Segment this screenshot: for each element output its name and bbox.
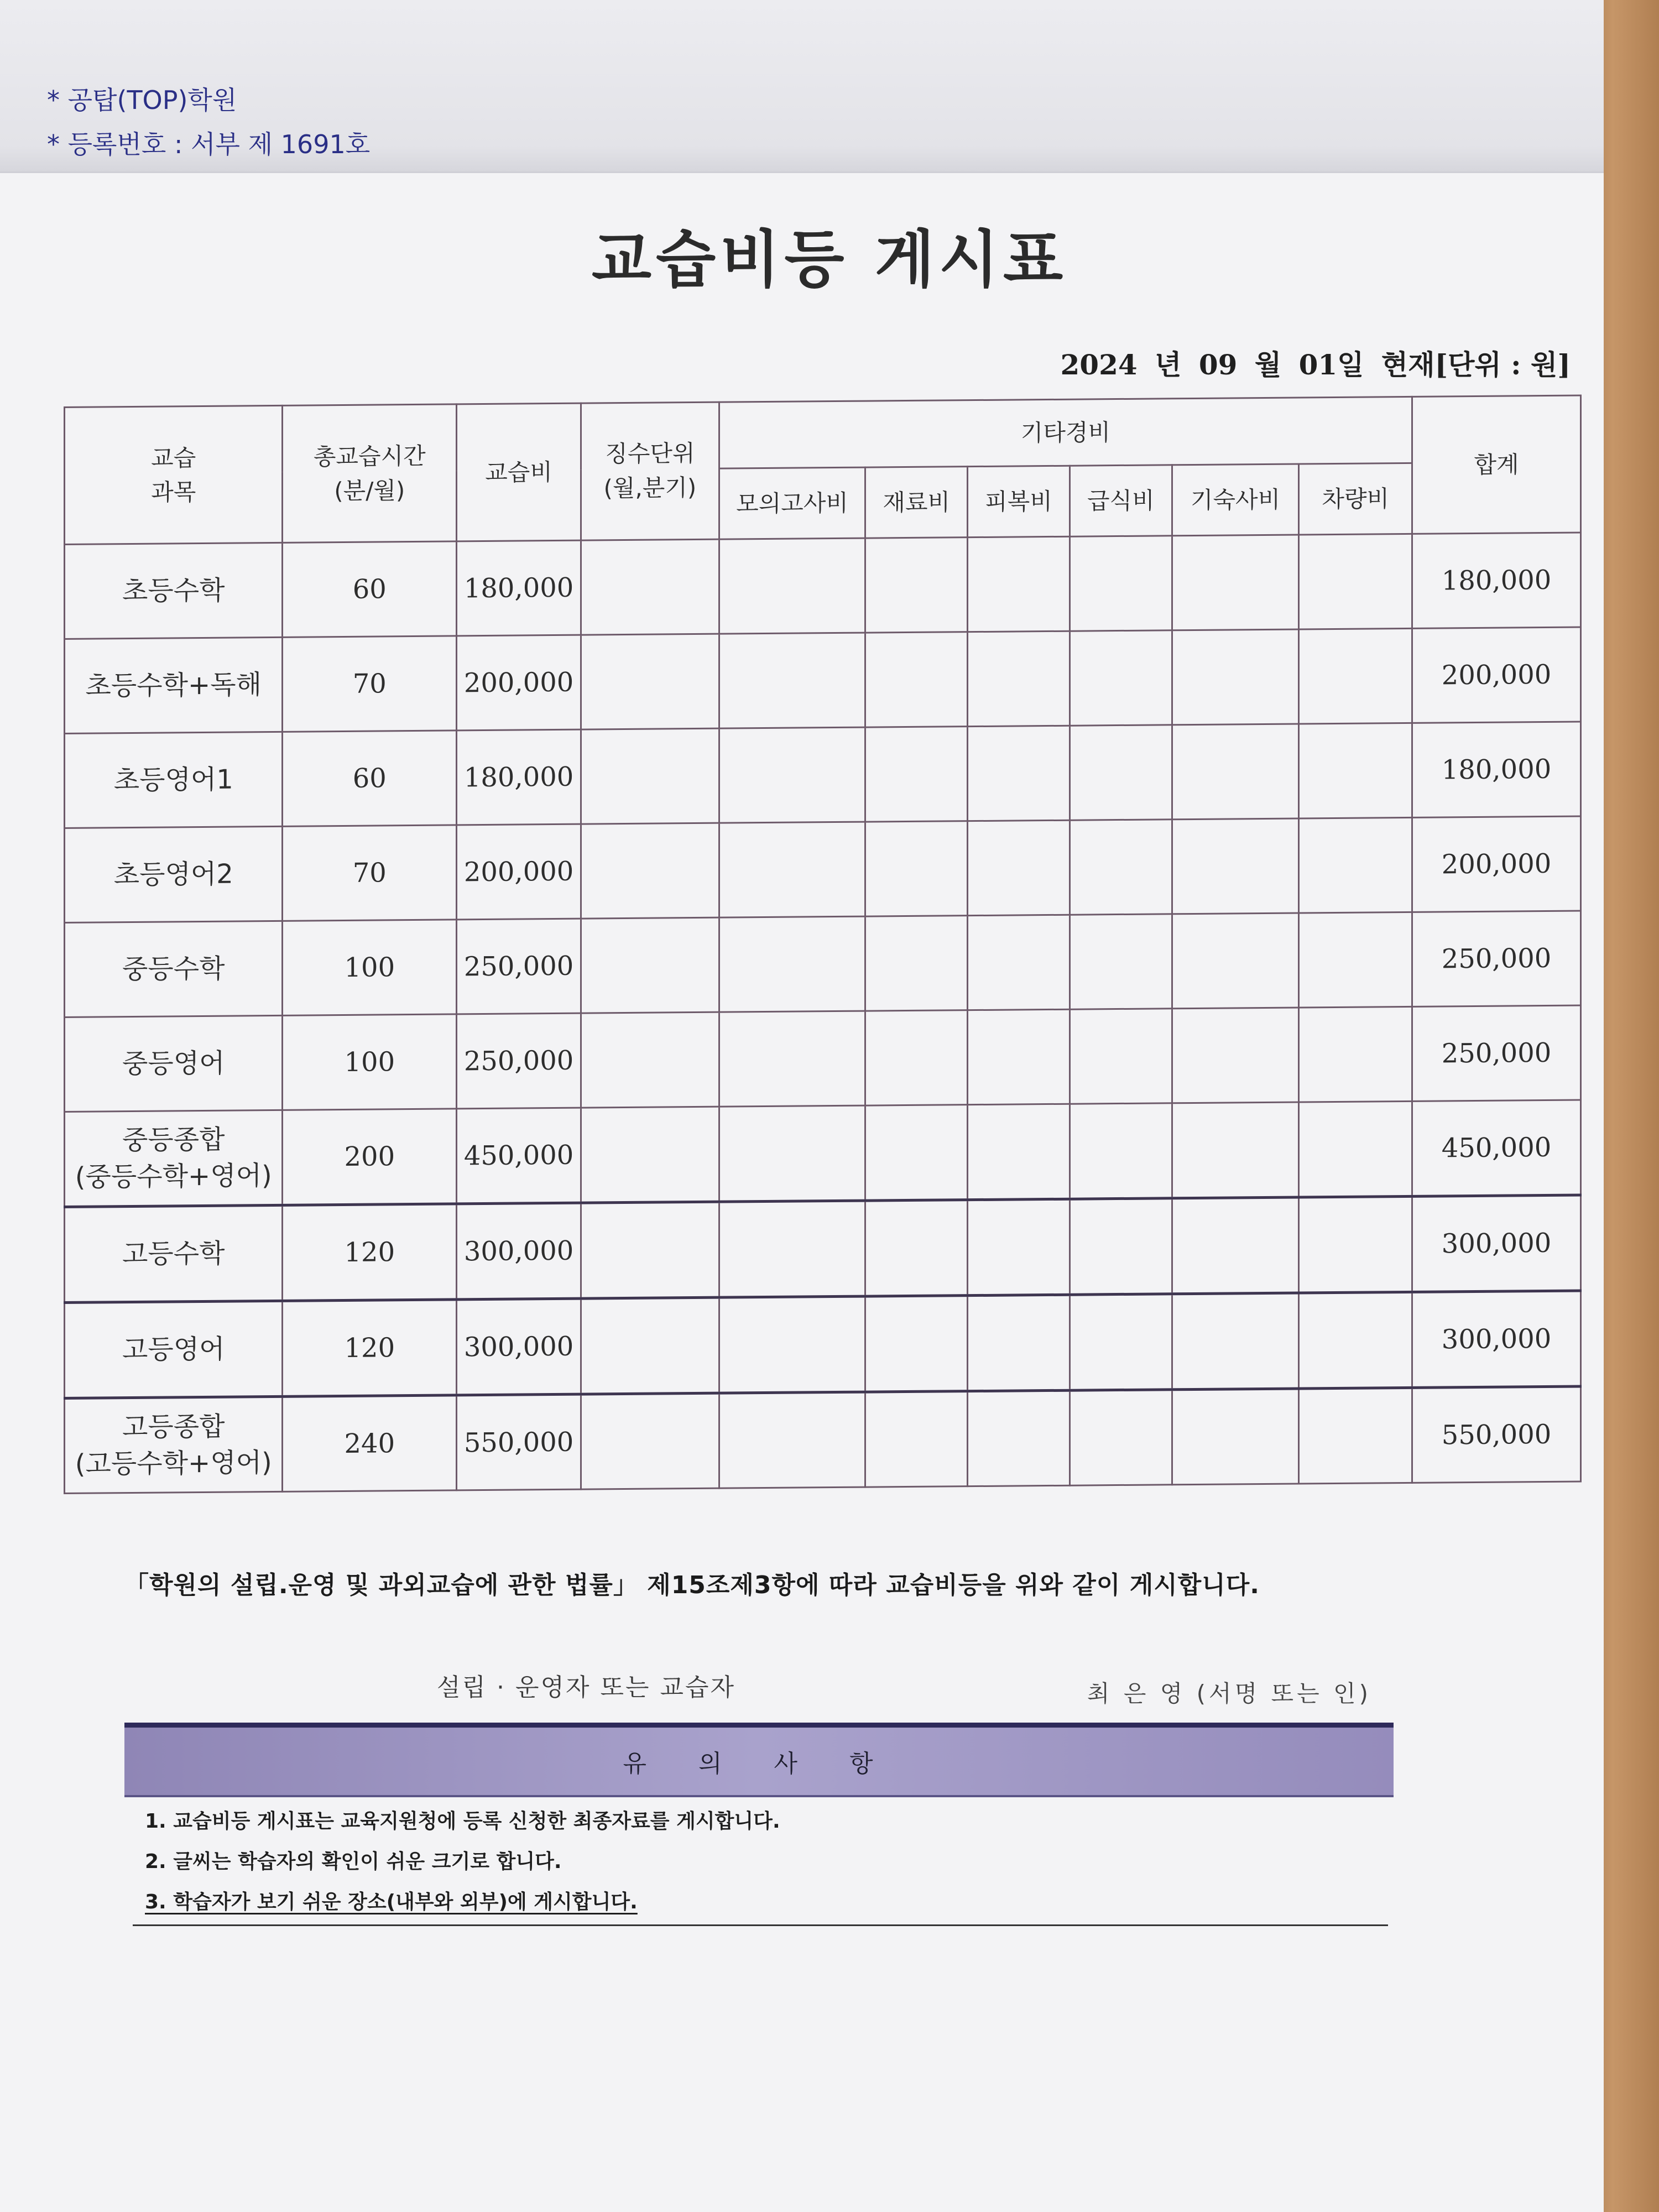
hours-cell: 100 [283,920,457,1015]
other-expense-cell [968,820,1070,915]
other-expense-cell [719,727,865,823]
header-fee: 교습비 [457,403,581,541]
header-subject-line1: 교습 [151,444,196,472]
header-other-col: 급식비 [1070,465,1172,536]
other-expense-cell [968,726,1070,821]
subject-name: 중등종합 [122,1124,225,1156]
table-row [65,911,1581,1018]
subject-name: 초등수학 [122,575,225,607]
other-expense-cell [865,1391,968,1487]
other-expense-cell [1299,1101,1412,1197]
hours-cell: 200 [283,1109,457,1205]
other-expense-cell [719,633,865,728]
other-expense-cell [968,915,1070,1010]
collection-unit-cell [581,539,719,635]
other-expense-cell [1299,534,1412,629]
date-year-unit: 년 [1155,348,1182,381]
total-cell: 550,000 [1412,1386,1581,1483]
fee-cell: 300,000 [457,1203,581,1300]
hours-cell: 60 [283,541,457,637]
subject-cell [65,1396,283,1493]
collection-unit-cell [581,1202,719,1298]
collection-unit-cell [581,634,719,729]
other-expense-cell [1299,628,1412,724]
collection-unit-cell [581,1297,719,1394]
total-cell: 300,000 [1412,1195,1581,1292]
other-expense-cell [865,1200,968,1296]
table-row [65,1291,1581,1399]
date-year: 2024 [1060,348,1138,381]
subject-cell [65,542,283,639]
other-expense-cell [1299,912,1412,1008]
other-expense-cell [1172,1008,1299,1103]
header-subject-line2: 과목 [151,478,196,506]
header-collection-unit [581,402,719,540]
total-cell: 200,000 [1412,627,1581,723]
other-expense-cell [1299,817,1412,913]
subject-cell [65,826,283,922]
fee-cell: 180,000 [457,729,581,825]
header-hours-line2: (분/월) [334,476,405,504]
other-expense-cell [719,1296,865,1393]
other-expense-cell [1070,1198,1172,1295]
other-expense-cell [865,1296,968,1392]
fee-cell: 200,000 [457,635,581,731]
hours-cell: 70 [283,825,457,921]
other-expense-cell [865,1105,968,1201]
fee-cell: 300,000 [457,1298,581,1395]
table-row [65,816,1581,923]
other-expense-cell [1299,1387,1412,1484]
signature-label: 설립 · 운영자 또는 교습자 [437,1673,735,1702]
total-cell: 250,000 [1412,1005,1581,1101]
caution-item-2: 2. 글씨는 학습자의 확인이 쉬운 크기로 합니다. [145,1850,562,1873]
table-row [65,722,1581,828]
subject-name: 중등수학 [122,953,225,985]
header-other-col: 차량비 [1299,463,1412,535]
header-other-col: 기숙사비 [1172,464,1299,536]
other-expense-cell [865,632,968,727]
other-expense-cell [1172,1197,1299,1294]
other-expense-cell [1299,1196,1412,1293]
hours-cell: 120 [283,1204,457,1301]
hours-cell: 60 [283,731,457,826]
total-cell: 200,000 [1412,816,1581,912]
table-row [65,1005,1581,1112]
signature-name: 최 은 영 (서명 또는 인) [1087,1680,1371,1707]
other-expense-cell [719,822,865,917]
other-expense-cell [1172,1102,1299,1198]
total-cell: 250,000 [1412,911,1581,1006]
subject-cell [65,921,283,1017]
collection-unit-cell [581,1393,719,1489]
other-expense-cell [968,631,1070,726]
subject-name: 고등영어 [122,1333,225,1366]
header-hours-line1: 총교습시간 [313,442,426,470]
header-subject [65,405,283,544]
legal-notice: 「학원의 설립.운영 및 과외교습에 관한 법률」 제15조제3항에 따라 교습비등을 위와 같이 게시합니다. [124,1571,1260,1599]
table-row [65,1386,1581,1494]
total-cell: 180,000 [1412,533,1581,628]
other-expense-cell [865,916,968,1011]
table-row [65,627,1581,734]
subject-name: 초등영어1 [113,764,233,796]
other-expense-cell [1070,914,1172,1009]
subject-name: 고등종합 [122,1411,225,1443]
other-expense-cell [1070,536,1172,631]
fee-cell: 250,000 [457,919,581,1014]
other-expense-cell [1172,629,1299,725]
other-expense-cell [719,1201,865,1297]
subject-name: 초등영어2 [113,858,233,891]
other-expense-cell [1070,630,1172,726]
other-expense-cell [1299,1006,1412,1102]
header-unit-line2: (월,분기) [603,474,697,502]
other-expense-cell [719,538,865,634]
other-expense-cell [1070,820,1172,915]
collection-unit-cell [581,917,719,1013]
other-expense-cell [719,1392,865,1488]
other-expense-cell [1172,1389,1299,1485]
fee-cell: 200,000 [457,824,581,920]
caution-list [145,1806,1389,1927]
header-other-col: 모의고사비 [719,467,865,539]
collection-unit-cell [581,823,719,919]
other-expense-cell [1172,535,1299,630]
other-expense-cell [1070,1294,1172,1390]
other-expense-cell [1299,1292,1412,1389]
other-expense-cell [968,1199,1070,1295]
other-expense-cell [968,1104,1070,1199]
other-expense-cell [865,1010,968,1105]
table-row [65,1195,1581,1303]
fee-cell: 180,000 [457,540,581,636]
header-other-expenses: 기타경비 [719,397,1412,468]
subject-detail: (고등수학+영어) [75,1447,272,1480]
other-expense-cell [968,1009,1070,1104]
header-total: 합계 [1412,395,1581,534]
subject-cell [65,637,283,733]
other-expense-cell [865,538,968,633]
header-hours [283,404,457,542]
collection-unit-cell [581,728,719,824]
other-expense-cell [1070,1390,1172,1485]
fee-cell: 450,000 [457,1108,581,1204]
header-other-col: 피복비 [968,466,1070,537]
other-expense-cell [1172,913,1299,1009]
date-month-unit: 월 [1254,348,1282,381]
fee-table [64,394,1582,1494]
caution-title: 유 의 사 항 [623,1750,895,1778]
subject-name: 초등수학+독해 [85,669,262,702]
table-row [65,533,1581,639]
date-month: 09 [1198,348,1238,381]
other-expense-cell [1172,818,1299,914]
header-other-col: 재료비 [865,467,968,538]
subject-detail: (중등수학+영어) [75,1160,272,1193]
fee-cell: 550,000 [457,1394,581,1490]
other-expense-cell [968,1390,1070,1486]
total-cell: 300,000 [1412,1291,1581,1387]
total-cell: 180,000 [1412,722,1581,817]
page-title: 교습비등 게시표 [591,224,1068,296]
registration-number: * 등록번호 : 서부 제 1691호 [47,129,371,159]
date-suffix: 현재[단위 : 원] [1381,348,1571,381]
subject-name: 고등수학 [122,1238,225,1270]
table-row [65,1100,1581,1207]
collection-unit-cell [581,1107,719,1203]
hours-cell: 120 [283,1300,457,1396]
subject-cell [65,732,283,828]
other-expense-cell [1299,723,1412,818]
other-expense-cell [1172,724,1299,820]
other-expense-cell [865,821,968,916]
other-expense-cell [719,1011,865,1107]
other-expense-cell [865,727,968,822]
subject-name: 중등영어 [122,1047,225,1080]
header-unit-line1: 징수단위 [605,440,695,468]
other-expense-cell [1070,725,1172,820]
collection-unit-cell [581,1012,719,1108]
other-expense-cell [1172,1293,1299,1390]
other-expense-cell [1070,1103,1172,1199]
caution-title-bar [124,1723,1394,1797]
date-line [1053,343,1571,383]
subject-cell [65,1015,283,1112]
academy-name: * 공탑(TOP)학원 [47,85,237,115]
other-expense-cell [719,916,865,1012]
fee-cell: 250,000 [457,1013,581,1109]
other-expense-cell [968,1295,1070,1391]
subject-cell [65,1301,283,1398]
hours-cell: 70 [283,636,457,732]
subject-cell [65,1110,283,1207]
hours-cell: 240 [283,1395,457,1491]
total-cell: 450,000 [1412,1100,1581,1196]
caution-item-1: 1. 교습비등 게시표는 교육지원청에 등록 신청한 최종자료를 게시합니다. [145,1810,780,1833]
other-expense-cell [968,536,1070,632]
hours-cell: 100 [283,1014,457,1110]
bottom-rule [133,1924,1388,1926]
subject-cell [65,1205,283,1302]
date-day: 01일 [1298,348,1364,381]
caution-item-3: 3. 학습자가 보기 쉬운 장소(내부와 외부)에 게시합니다. [145,1891,638,1913]
other-expense-cell [719,1105,865,1202]
other-expense-cell [1070,1009,1172,1104]
